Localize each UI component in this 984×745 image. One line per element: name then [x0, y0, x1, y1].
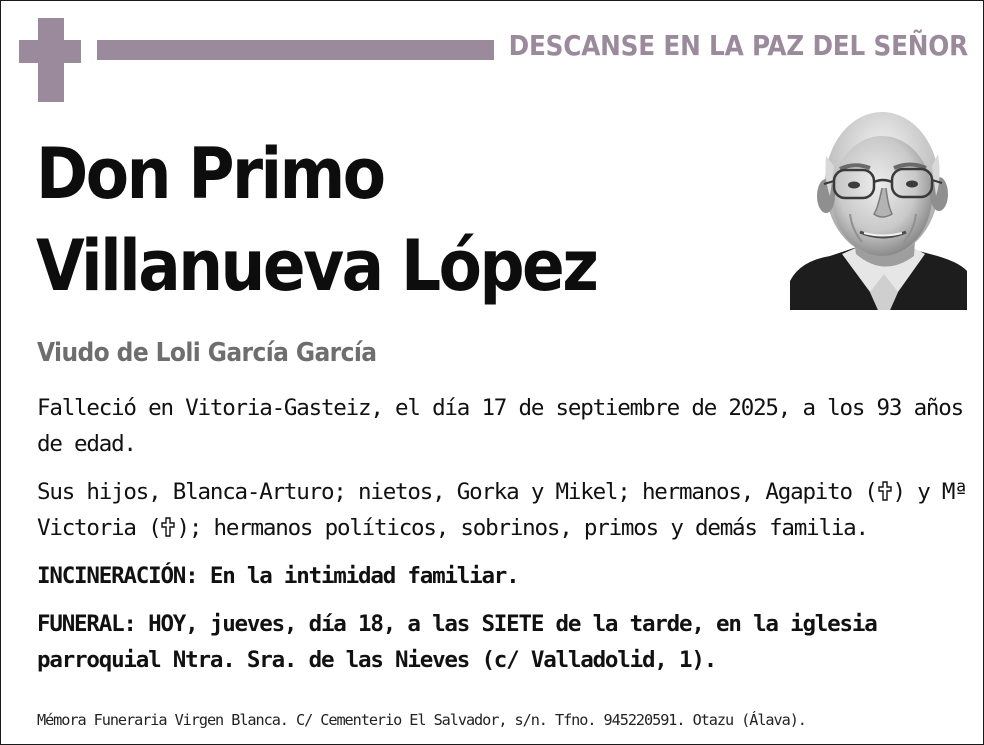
cross-icon [160, 516, 176, 538]
deceased-name [36, 128, 596, 312]
cross-icon [877, 480, 893, 502]
deceased-name-line1: Don Primo [36, 133, 384, 215]
family-text-part1: Sus hijos, Blanca-Arturo; nietos, Gorka y Mikel; hermanos, Agapito ( [37, 479, 877, 505]
death-notice: Falleció en Vitoria-Gasteiz, el día 17 de septiembre de 2025, a los 93 años de edad. [37, 395, 963, 457]
deceased-name-line2: Villanueva López [36, 225, 597, 307]
header-title: DESCANSE EN LA PAZ DEL SEÑOR [508, 30, 968, 62]
widower-subtitle: Viudo de Loli García García [37, 338, 377, 368]
family-text-part2: ) y Mª Victoria ( [37, 479, 967, 541]
funeral-notice: FUNERAL: HOY, jueves, día 18, a las SIETE de la tarde, en la iglesia parroquial Ntra. Sra. de las Nieves (c/ Valladolid, 1). [37, 611, 877, 673]
funeral-home-footer: Mémora Funeraria Virgen Blanca. C/ Cementerio El Salvador, s/n. Tfno. 945220591. Otazu (Álava). [37, 711, 806, 729]
family-notice [37, 474, 967, 546]
family-text-part3: ); hermanos políticos, sobrinos, primos y demás familia. [176, 515, 868, 541]
portrait-photo [790, 96, 967, 310]
cross-icon-bar [19, 40, 81, 63]
cremation-notice: INCINERACIÓN: En la intimidad familiar. [37, 563, 519, 589]
header-divider-bar [97, 40, 494, 60]
